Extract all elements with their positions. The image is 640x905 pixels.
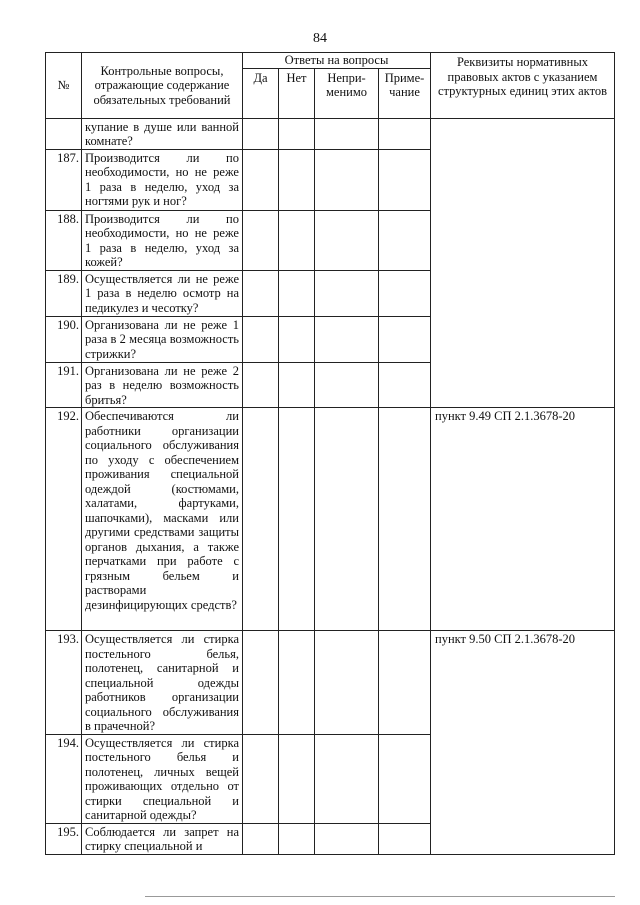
row-question: Соблюдается ли запрет на стирку специальной и xyxy=(82,823,243,854)
answer-note-cell[interactable] xyxy=(379,149,431,210)
header-note: Приме-чание xyxy=(379,68,431,118)
answer-no-cell[interactable] xyxy=(279,408,315,631)
answer-na-cell[interactable] xyxy=(315,823,379,854)
row-number: 188. xyxy=(46,210,82,270)
answer-note-cell[interactable] xyxy=(379,118,431,149)
answer-no-cell[interactable] xyxy=(279,118,315,149)
answer-no-cell[interactable] xyxy=(279,270,315,316)
answer-na-cell[interactable] xyxy=(315,408,379,631)
answer-no-cell[interactable] xyxy=(279,149,315,210)
row-question: купание в душе или ванной комнате? xyxy=(82,118,243,149)
header-answers-group: Ответы на вопросы xyxy=(243,53,431,69)
answer-na-cell[interactable] xyxy=(315,362,379,408)
answer-note-cell[interactable] xyxy=(379,823,431,854)
answer-na-cell[interactable] xyxy=(315,316,379,362)
table-row xyxy=(46,118,615,149)
answer-yes-cell[interactable] xyxy=(243,270,279,316)
row-question: Производится ли по необходимости, но не реже 1 раза в неделю, уход за кожей? xyxy=(82,210,243,270)
answer-note-cell[interactable] xyxy=(379,362,431,408)
answer-na-cell[interactable] xyxy=(315,270,379,316)
answer-yes-cell[interactable] xyxy=(243,118,279,149)
answer-na-cell[interactable] xyxy=(315,210,379,270)
row-number xyxy=(46,118,82,149)
answer-note-cell[interactable] xyxy=(379,408,431,631)
answer-yes-cell[interactable] xyxy=(243,823,279,854)
answer-na-cell[interactable] xyxy=(315,631,379,735)
answer-note-cell[interactable] xyxy=(379,270,431,316)
answer-yes-cell[interactable] xyxy=(243,631,279,735)
header-question: Контрольные вопросы, отражающие содержание обязательных требований xyxy=(82,53,243,119)
answer-no-cell[interactable] xyxy=(279,631,315,735)
row-requisite: пункт 9.49 СП 2.1.3678-20 xyxy=(431,408,615,631)
answer-yes-cell[interactable] xyxy=(243,316,279,362)
answer-yes-cell[interactable] xyxy=(243,149,279,210)
row-question: Производится ли по необходимости, но не реже 1 раза в неделю, уход за ногтями рук и ног? xyxy=(82,149,243,210)
answer-no-cell[interactable] xyxy=(279,210,315,270)
page-number: 84 xyxy=(313,31,327,46)
answer-yes-cell[interactable] xyxy=(243,362,279,408)
header-not-applicable: Непри-менимо xyxy=(315,68,379,118)
row-question: Обеспечиваются ли работники организации социального обслуживания по уходу с обеспечением проживания специальной одеждой (костюмами, халатами, фартуками, шапочками), масками или другими средствами защиты органов дыхания, а также перчатками при работе с грязным бельем и растворами дезинфицирующих средств? xyxy=(82,408,243,631)
answer-na-cell[interactable] xyxy=(315,734,379,823)
row-requisite: пункт 9.50 СП 2.1.3678-20 xyxy=(431,631,615,855)
row-question: Организована ли не реже 2 раз в неделю возможность бритья? xyxy=(82,362,243,408)
row-question: Осуществляется ли стирка постельного белья, полотенец, санитарной и специальной одежды работников организации социального обслуживания в прачечной? xyxy=(82,631,243,735)
answer-note-cell[interactable] xyxy=(379,316,431,362)
answer-yes-cell[interactable] xyxy=(243,734,279,823)
header-requisites: Реквизиты нормативных правовых актов с указанием структурных единиц этих актов xyxy=(431,53,615,119)
header-yes: Да xyxy=(243,68,279,118)
answer-no-cell[interactable] xyxy=(279,823,315,854)
answer-no-cell[interactable] xyxy=(279,734,315,823)
checklist-table xyxy=(45,52,615,855)
row-requisite xyxy=(431,118,615,408)
header-num: № xyxy=(46,53,82,119)
answer-note-cell[interactable] xyxy=(379,631,431,735)
bottom-rule xyxy=(145,896,615,897)
answer-na-cell[interactable] xyxy=(315,118,379,149)
row-number: 189. xyxy=(46,270,82,316)
answer-note-cell[interactable] xyxy=(379,734,431,823)
row-question: Осуществляется ли не реже 1 раза в неделю осмотр на педикулез и чесотку? xyxy=(82,270,243,316)
answer-no-cell[interactable] xyxy=(279,362,315,408)
answer-yes-cell[interactable] xyxy=(243,408,279,631)
table-row xyxy=(46,408,615,631)
row-number: 193. xyxy=(46,631,82,735)
header-no: Нет xyxy=(279,68,315,118)
row-number: 192. xyxy=(46,408,82,631)
table-row xyxy=(46,631,615,735)
row-number: 195. xyxy=(46,823,82,854)
answer-note-cell[interactable] xyxy=(379,210,431,270)
row-number: 190. xyxy=(46,316,82,362)
answer-no-cell[interactable] xyxy=(279,316,315,362)
row-number: 194. xyxy=(46,734,82,823)
row-question: Осуществляется ли стирка постельного белья и полотенец, личных вещей проживающих отдельно от стирки специальной и санитарной одежды? xyxy=(82,734,243,823)
row-question: Организована ли не реже 1 раза в 2 месяца возможность стрижки? xyxy=(82,316,243,362)
row-number: 191. xyxy=(46,362,82,408)
answer-na-cell[interactable] xyxy=(315,149,379,210)
answer-yes-cell[interactable] xyxy=(243,210,279,270)
row-number: 187. xyxy=(46,149,82,210)
